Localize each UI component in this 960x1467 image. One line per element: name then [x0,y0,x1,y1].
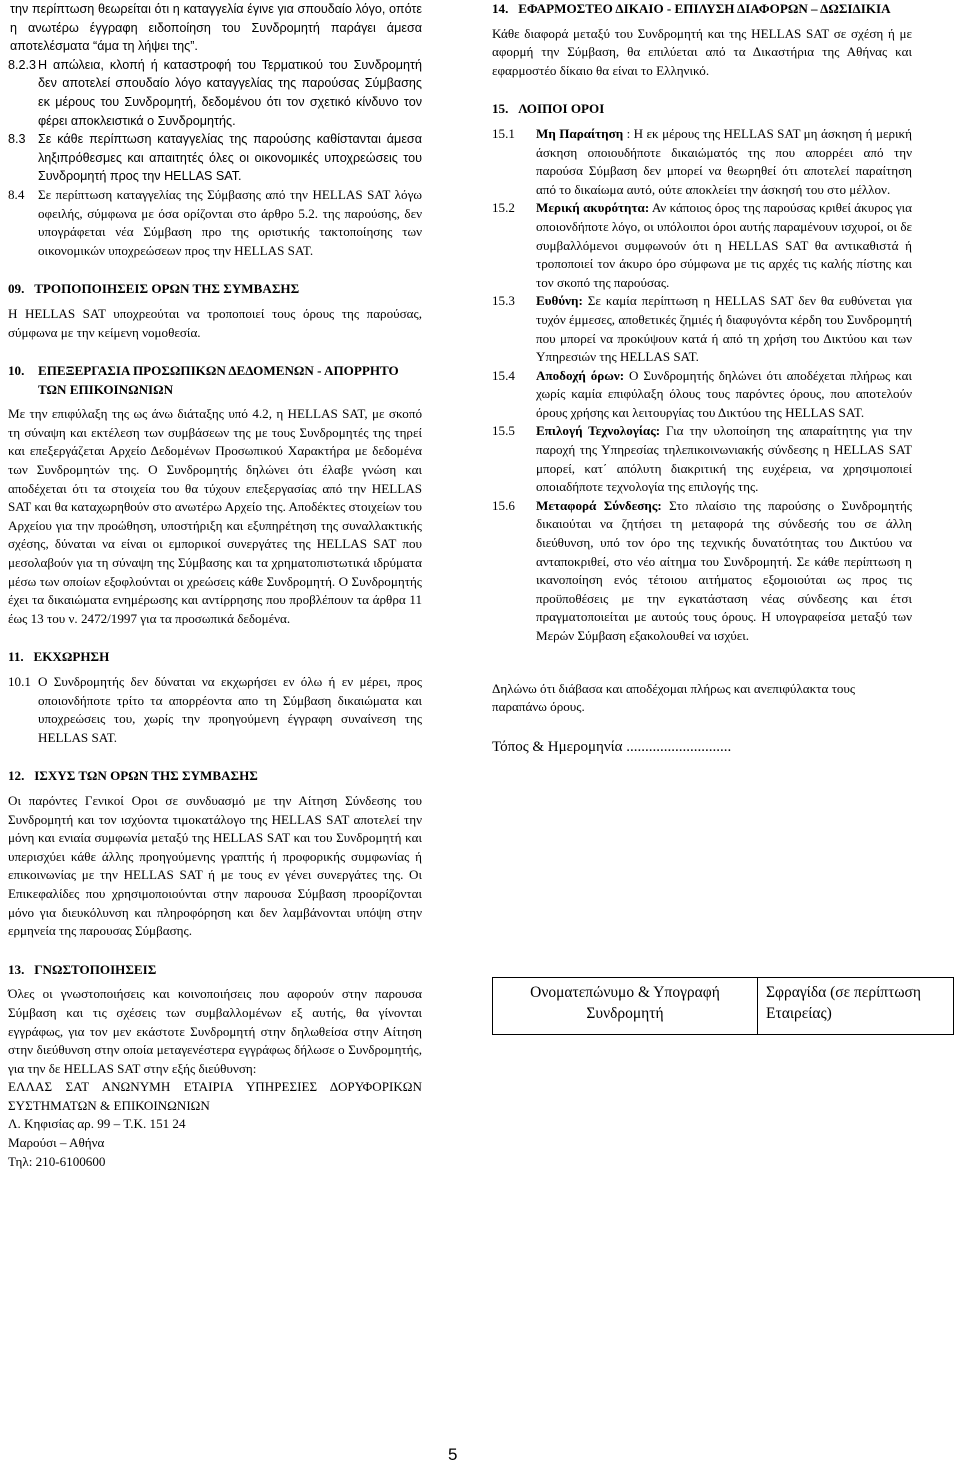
address-line: Τηλ: 210-6100600 [8,1153,106,1169]
clause-15-4 [492,367,912,423]
subscriber-signature-cell: Ονοματεπώνυμο & Υπογραφή Συνδρομητή [493,978,758,1034]
clause-15-2 [492,199,912,292]
address-line: Λ. Κηφισίας αρ. 99 – Τ.Κ. 151 24 [8,1116,186,1132]
left-column [8,0,422,1171]
clause-title: Μη Παραίτηση [536,125,624,141]
declaration-text: Δηλώνω ότι διάβασα και αποδέχομαι πλήρως και ανεπιφύλακτα τους παραπάνω όρους. [492,680,856,715]
clause-title: Αποδοχή όρων: [536,367,625,383]
clause-text: Σε περίπτωση καταγγελίας της Σύμβασης από την HELLAS SAT λόγω οφειλής, σύμφωνα με όσα ορίζονται στο άρθρο 5.2. της παρούσης, δεν υπογράφεται νέα Σύμβαση προ της οριστικής τακτοποίησης των οικονομικών υποχρεώσεων προς την HELLAS SAT. [38,186,422,258]
clause-body: Ο Συνδρομητής δηλώνει ότι αποδέχεται πλήρως και χωρίς καμία επιφύλαξη όλους τους παρόντες όρους, που αποτελούν όρους χρήσης και λειτουργίας του Δικτύου της HELLAS SAT. [536,367,912,420]
address-line: Μαρούσι – Αθήνα [8,1135,105,1151]
clause-body: Στο πλαίσιο της παρούσης ο Συνδρομητής δικαιούται να ζητήσει τη μεταφορά της σύνδεσής του σε άλλη διεύθυνση, υπό τον όρο της τεχνικής δυνατότητας του Δικτύου να ανταποκριθεί, στο νέο αίτημα του Συνδρομητή. Σε κάθε περίπτωση η ικανοποίηση ενός τέτοιου αιτήματος εξομοιούται ως προς τις προϋποθέσεις με την εγκατάσταση νέας σύνδεσης και έτσι πραγματοποιείται με αυτούς τους όρους. Η υπογραφείσα μεταξύ των Μερών Σύμβαση εξακολουθεί να ισχύει. [536,497,912,643]
clause-title: Μεταφορά Σύνδεσης: [536,497,662,513]
clause-number: 8.2.3 [8,57,37,72]
section-09-text: Η HELLAS SAT υποχρεούται να τροποποιεί τους όρους της παρούσας, σύμφωνα με την κείμενη νομοθεσία. [8,305,422,340]
intro-paragraph: την περίπτωση θεωρείται ότι η καταγγελία έγινε για σπουδαίο λόγο, οπότε η ανωτέρω έγγραφη ειδοποίηση του Συνδρομητή παράγει άμεσα αποτελέσματα “άμα τη λήψει της”. [10,2,422,54]
page-number: 5 [448,1445,458,1464]
clause-title: Ευθύνη: [536,293,583,309]
section-13-text: Όλες οι γνωστοποιήσεις και κοινοποιήσεις που αφορούν στην παρουσα Σύμβαση και τις σχέσεις των συμβαλλομένων εξ αυτής, θα γίνονται εγγράφως, για τον μεν εκάστοτε Συνδρομητή στην δηλωθείσα στην Αίτηση στην διεύθυνση στην οποία μεταγενέστερα εγγράφως δήλωσε ο Συνδρομητής, για την δε HELLAS SAT στην εξής διεύθυνση: [8,986,422,1076]
place-date-field: Τόπος & Ημερομηνία ............................ [492,738,732,755]
clause-body: Σε καμία περίπτωση η HELLAS SAT δεν θα ευθύνεται για τυχόν έμμεσες, αποθετικές ζημιές ή διαφυγόντα κέρδη του Συνδρομητή που μπορεί να προκύψουν κατά ή από τη χρήση του Δικτύου και των Υπηρεσιών της HELLAS SAT. [536,293,912,365]
section-09-heading: 09. ΤΡΟΠΟΠΟΙΗΣΕΙΣ ΟΡΩΝ ΤΗΣ ΣΥΜΒΑΣΗΣ [8,281,300,297]
clause-number: 15.4 [492,367,515,383]
company-stamp-cell: Σφραγίδα (σε περίπτωση Εταιρείας) [766,984,921,1022]
section-13-heading: 13. ΓΝΩΣΤΟΠΟΙΗΣΕΙΣ [8,961,157,977]
clause-15-3 [492,292,912,366]
clause-15-5 [492,422,912,496]
clause-text [536,199,912,292]
clause-body: Για την υλοποίηση της απαραίτητης για την παροχή της Υπηρεσίας τηλεπικοινωνιακής σύνδεσης η HELLAS SAT μπορεί, κατ΄ απόλυτη διακριτική της ευχέρεια, να χρησιμοποιεί οποιαδήποτε τεχνολογία της επιλογής της. [536,423,912,495]
clause-title: Μερική ακυρότητα: [536,200,650,216]
clause-text [536,292,912,366]
signature-box [492,977,954,1035]
section-number: 10. [8,363,25,379]
clause-text [536,422,912,496]
clause-text: Ο Συνδρομητής δεν δύναται να εκχωρήσει εν όλω ή εν μέρει, προς οποιονδήποτε τρίτο τα απορρέοντα απο τη Σύμβαση δικαιώματα και υποχρεώσεις του, χωρίς την προηγούμενη έγγραφη συναίνεση της HELLAS SAT. [38,674,422,745]
section-14-heading: 14. ΕΦΑΡΜΟΣΤΕΟ ΔΙΚΑΙΟ - ΕΠΙΛΥΣΗ ΔΙΑΦΟΡΩΝ – ΔΩΣΙΔΙΚΙΑ [492,1,891,16]
clause-number: 10.1 [8,674,31,689]
clause-title: Επιλογή Τεχνολογίας: [536,423,661,439]
section-12-text: Οι παρόντες Γενικοί Οροι σε συνδυασμό με την Αίτηση Σύνδεσης του Συνδρομητή και τον ισχύοντα τιμοκατάλογο της HELLAS SAT αποτελεί την μόνη και ενιαία συμφωνία μεταξύ της HELLAS SAT και του Συνδρομητή και υπερισχύει κάθε άλλης προηγούμενης γραπτής ή προφορικής συμφωνίας ή επικοινωνίας με την HELLAS SAT ή με τους εν γένει συνεργάτες της. Οι Επικεφαλίδες που χρησιμοποιούνται στην παρουσα Σύμβαση προορίζονται μόνο για διευκόλυνση και πληροφόρηση και δεν λαμβάνονται υπόψη στην ερμηνεία της παρουσας Σύμβασης. [8,792,422,939]
clause-8-3 [8,130,422,186]
section-11-heading: 11. ΕΚΧΩΡΗΣΗ [8,649,110,665]
section-10-heading [8,362,422,399]
clause-10-1 [8,673,422,747]
section-title: ΕΠΕΞΕΡΓΑΣΙΑ ΠΡΟΣΩΠΙΚΩΝ ΔΕΔΟΜΕΝΩΝ - ΑΠΟΡΡΗΤΟ ΤΩΝ ΕΠΙΚΟΙΝΩΝΙΩΝ [38,363,399,397]
clause-number: 15.1 [492,125,515,141]
section-14-text: Κάθε διαφορά μεταξύ του Συνδρομητή και της HELLAS SAT σε σχέση ή με αφορμή την Σύμβαση, θα επιλύεται από τα Δικαστήρια της Αθήνας και εφαρμοστέο δίκαιο θα είναι το Ελληνικό. [492,25,912,78]
clause-number: 8.3 [8,132,26,147]
clause-body: : Η εκ μέρους της HELLAS SAT μη άσκηση ή μερική άσκηση οποιουδήποτε δικαιώματός της που απορρέει από την παρούσα Σύμβαση δεν μπορεί να θεωρηθεί ότι αποτελεί παραίτηση από το δικαίωμα αυτό, ούτε αποκλείει την άσκησή του στο μέλλον. [536,125,912,197]
clause-number: 15.3 [492,293,515,309]
clause-15-1 [492,125,912,199]
clause-8-4 [8,186,422,260]
clause-text [536,125,912,199]
section-10-text: Με την επιφύλαξη της ως άνω διάταξης υπό 4.2, η HELLAS SAT, με σκοπό τη σύναψη και εκτέλεση των συμβάσεων της με τους Συνδρομητές της τηρεί και επεξεργάζεται Αρχείο Δεδομένων Προσωπικού Χαρακτήρα με δεδομένα των Συνδρομητών της. Ο Συνδρομητής δηλώνει ότι έλαβε γνώση και αποδέχεται ότι τα στοιχεία του θα τύχουν επεξεργασίας από την HELLAS SAT και θα καταχωρηθούν στο ανωτέρω Αρχείο της. Αποδέκτες στοιχείων του Αρχείου για την προώθηση, υποστήριξη και εξυπηρέτηση της συναλλακτικής σχέσης, δύναται να είναι οι εμπορικοί συνεργάτες της HELLAS SAT που μεσολαβούν για τη σύναψη της Σύμβασης και τα χρηματοπιστωτικά ιδρύματα μέσω των οποίων εξοφλούνται οι χρεώσεις κάθε Συνδρομητή. Ο Συνδρομητής έχει τα δικαιώματα ενημέρωσης και αντίρρησης που προβλέπουν τα άρθρα 11 έως 13 του ν. 2472/1997 για τα προσωπικά δεδομένα. [8,406,422,626]
address-line: ΕΛΛΑΣ ΣΑΤ ΑΝΩΝΥΜΗ ΕΤΑΙΡΙΑ ΥΠΗΡΕΣΙΕΣ ΔΟΡΥΦΟΡΙΚΩΝ ΣΥΣΤΗΜΑΤΩΝ & ΕΠΙΚΟΙΝΩΝΙΩΝ [8,1079,422,1113]
clause-number: 15.2 [492,200,515,216]
clause-text: Σε κάθε περίπτωση καταγγελίας της παρούσης καθίστανται άμεσα ληξιπρόθεσμες και απαιτητές όλες οι οικονομικές υποχρεώσεις του Συνδρομητή προς την HELLAS SAT. [38,132,422,184]
clause-number: 15.5 [492,423,515,439]
section-12-heading: 12. ΙΣΧΥΣ ΤΩΝ ΟΡΩΝ ΤΗΣ ΣΥΜΒΑΣΗΣ [8,768,258,784]
clause-number: 8.4 [8,186,25,202]
clause-8-2-3 [8,56,422,130]
clause-body: Αν κάποιος όρος της παρούσας κριθεί άκυρος για οποιονδήποτε λόγο, οι υπόλοιποι όροι αυτής παραμένουν ισχυροί, οι δε συμβαλλόμενοι συμφωνούν ότι η HELLAS SAT θα αντικαθιστά ή τροποποιεί τον άκυρο όρο σύμφωνα με τις αρχές τις καλής πίστης και τον σκοπό της παρούσας. [536,200,912,290]
clause-text [536,497,912,646]
section-15-heading: 15. ΛΟΙΠΟΙ ΟΡΟΙ [492,101,605,117]
clause-text [536,367,912,423]
right-column [492,0,912,757]
clause-number: 15.6 [492,497,515,513]
clause-15-6 [492,497,912,646]
clause-text: Η απώλεια, κλοπή ή καταστροφή του Τερματικού του Συνδρομητή δεν αποτελεί σπουδαίο λόγο καταγγελίας της παρούσας Σύμβασης εκ μέρους του Συνδρομητή, δεδομένου ότι τον σχετικό κίνδυνο τον φέρει αποκλειστικά ο Συνδρομητής. [38,57,422,128]
